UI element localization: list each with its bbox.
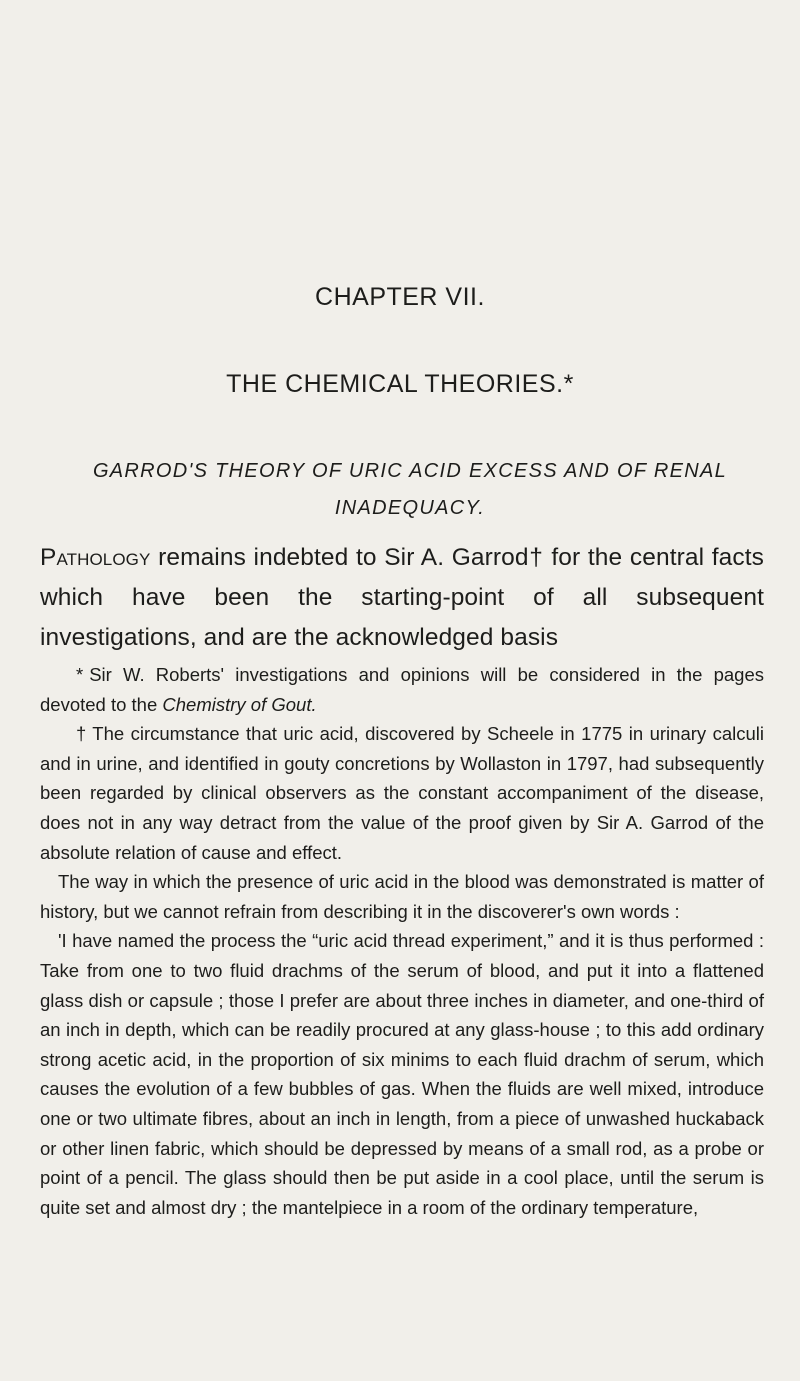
body-paragraph — [40, 538, 764, 658]
footnote-italic-title: Chemistry of Gout. — [162, 693, 317, 715]
section-subtitle: GARROD'S THEORY OF URIC ACID EXCESS AND OF RENAL INADEQUACY. — [92, 460, 728, 519]
footnote-marker: * — [76, 664, 84, 685]
footnote-text: The circumstance that uric acid, discovered by Scheele in 1775 in urinary calculi and in urine, and identified in gouty concretions by Wollaston in 1797, had subsequently been regarded by clinical observers as the constant accompaniment of the disease, does not in any way detract from the value of the proof given by Sir A. Garrod of the absolute relation of cause and effect. — [40, 723, 764, 863]
chapter-title: THE CHEMICAL THEORIES.* — [226, 370, 574, 398]
footnote-paragraph: The way in which the presence of uric acid in the blood was demonstrated is matter of history, but we cannot refrain from describing it in the discoverer's own words : — [40, 871, 764, 922]
opening-word: Pathology — [40, 544, 151, 571]
chapter-heading: CHAPTER VII. — [315, 283, 485, 311]
footnote-dagger — [40, 719, 764, 867]
body-paragraph-text: remains indebted to Sir A. Garrod† for the central facts which have been the starting-point of all subsequent investigations, and are the acknowledged basis — [40, 544, 764, 651]
footnote-asterisk — [40, 660, 764, 719]
footnote-text: Sir W. Roberts' investigations and opinions will be considered in the pages devoted to the — [40, 664, 764, 715]
footnote-marker: † — [76, 723, 87, 745]
footnote-quotation: 'I have named the process the “uric acid thread experiment,” and it is thus performed : Take from one to two fluid drachms of the serum of blood, and put it into a flattened glass dish or capsule ; those I prefer are about three inches in diameter, and one-third of an inch in depth, which can be readily procured at any glass-house ; to this add ordinary strong acetic acid, in the proportion of six minims to each fluid drachm of serum, which causes the evolution of a few bubbles of gas. When the fluids are well mixed, introduce one or two ultimate fibres, about an inch in length, from a piece of unwashed huckaback or other linen fabric, which should be depressed by means of a small rod, as a probe or point of a pencil. The glass should then be put aside in a cool place, until the serum is quite set and almost dry ; the mantelpiece in a room of the ordinary temperature, — [40, 930, 764, 1218]
footnotes — [40, 660, 764, 1222]
